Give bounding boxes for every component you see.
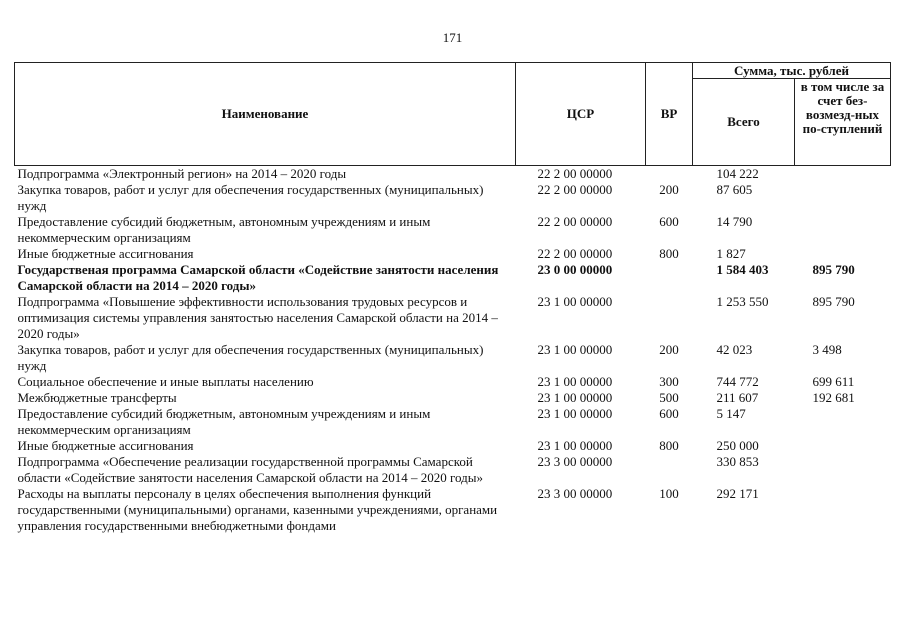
row-csr: 22 2 00 00000	[537, 214, 613, 229]
header-vr: ВР	[646, 63, 693, 166]
row-gratuitous	[795, 438, 891, 454]
row-vr: 800	[659, 438, 679, 453]
row-name: Предоставление субсидий бюджетным, автономным учреждениям и иным некоммерческим организациям	[17, 406, 431, 437]
row-vr	[646, 454, 693, 486]
row-vr: 600	[659, 406, 679, 421]
row-gratuitous	[795, 166, 891, 183]
table-row	[15, 246, 891, 262]
row-csr: 23 3 00 00000	[537, 486, 613, 501]
row-vr: 200	[659, 182, 679, 197]
row-csr: 23 1 00 00000	[537, 406, 613, 421]
budget-table	[14, 62, 891, 534]
row-vr	[646, 166, 693, 183]
row-vr	[646, 294, 693, 342]
table-row	[15, 262, 891, 294]
table-row	[15, 390, 891, 406]
row-gratuitous	[795, 486, 891, 534]
row-gratuitous: 699 611	[812, 374, 855, 389]
row-name: Межбюджетные трансферты	[17, 390, 177, 405]
row-vr: 800	[659, 246, 679, 261]
table-body	[15, 166, 891, 535]
row-total: 14 790	[716, 214, 753, 229]
row-csr: 23 1 00 00000	[537, 390, 613, 405]
table-row	[15, 486, 891, 534]
row-gratuitous	[795, 182, 891, 214]
row-total: 42 023	[716, 342, 753, 357]
row-total: 744 772	[716, 374, 759, 389]
row-gratuitous	[795, 454, 891, 486]
row-name: Подпрограмма «Повышение эффективности использования трудовых ресурсов и оптимизация системы управления занятостью населения Самарской области на 2014 – 2020 годы»	[17, 294, 498, 341]
table-row	[15, 342, 891, 374]
row-gratuitous	[795, 406, 891, 438]
row-name: Расходы на выплаты персоналу в целях обеспечения выполнения функций государственными (муниципальными) органами, казенными учреждениями, органами управления государственными внебюджетными фондами	[17, 486, 498, 533]
row-csr: 23 3 00 00000	[537, 454, 613, 469]
row-name: Иные бюджетные ассигнования	[17, 438, 194, 453]
row-name: Иные бюджетные ассигнования	[17, 246, 194, 261]
row-name: Закупка товаров, работ и услуг для обеспечения государственных (муниципальных) нужд	[17, 342, 484, 373]
row-gratuitous: 895 790	[812, 294, 855, 309]
row-name: Социальное обеспечение и иные выплаты населению	[17, 374, 314, 389]
header-name: Наименование	[15, 63, 516, 166]
row-vr: 500	[659, 390, 679, 405]
row-total: 1 827	[716, 246, 746, 261]
row-total: 211 607	[716, 390, 759, 405]
row-vr: 200	[659, 342, 679, 357]
row-name: Предоставление субсидий бюджетным, автономным учреждениям и иным некоммерческим организациям	[17, 214, 431, 245]
row-vr: 300	[659, 374, 679, 389]
table-row	[15, 438, 891, 454]
row-total: 330 853	[716, 454, 759, 469]
row-csr: 22 2 00 00000	[537, 246, 613, 261]
table-row	[15, 294, 891, 342]
row-csr: 23 1 00 00000	[537, 438, 613, 453]
row-csr: 23 1 00 00000	[537, 294, 613, 309]
row-total: 250 000	[716, 438, 759, 453]
row-gratuitous: 3 498	[812, 342, 842, 357]
row-name: Подпрограмма «Электронный регион» на 2014 – 2020 годы	[17, 166, 347, 181]
row-csr: 23 1 00 00000	[537, 342, 613, 357]
row-vr: 600	[659, 214, 679, 229]
row-total: 87 605	[716, 182, 753, 197]
table-row	[15, 214, 891, 246]
row-gratuitous	[795, 214, 891, 246]
table-row	[15, 406, 891, 438]
row-csr: 22 2 00 00000	[537, 182, 613, 197]
header-gratuitous: в том числе за счет без-возмезд-ных по-ступлений	[795, 79, 891, 166]
row-gratuitous: 192 681	[812, 390, 855, 405]
row-name: Закупка товаров, работ и услуг для обеспечения государственных (муниципальных) нужд	[17, 182, 484, 213]
table-row	[15, 166, 891, 183]
header-total: Всего	[693, 79, 795, 166]
row-total: 1 253 550	[716, 294, 769, 309]
header-sum: Сумма, тыс. рублей	[693, 63, 891, 79]
row-vr	[646, 262, 693, 294]
row-total: 1 584 403	[716, 262, 769, 277]
table-header	[15, 63, 891, 166]
table-row	[15, 374, 891, 390]
header-csr: ЦСР	[516, 63, 646, 166]
table-row	[15, 454, 891, 486]
row-total: 5 147	[716, 406, 746, 421]
row-csr: 23 1 00 00000	[537, 374, 613, 389]
table-row	[15, 182, 891, 214]
row-name: Подпрограмма «Обеспечение реализации государственной программы Самарской области «Содействие занятости населения Самарской области на 2014 – 2020 годы»	[17, 454, 483, 485]
row-csr: 22 2 00 00000	[537, 166, 613, 181]
row-total: 292 171	[716, 486, 759, 501]
page-number: 171	[442, 30, 463, 45]
row-gratuitous	[795, 246, 891, 262]
row-gratuitous: 895 790	[812, 262, 855, 277]
row-name: Государственая программа Самарской области «Содействие занятости населения Самарской области на 2014 – 2020 годы»	[17, 262, 499, 293]
row-csr: 23 0 00 00000	[537, 262, 613, 277]
row-vr: 100	[659, 486, 679, 501]
row-total: 104 222	[716, 166, 759, 181]
